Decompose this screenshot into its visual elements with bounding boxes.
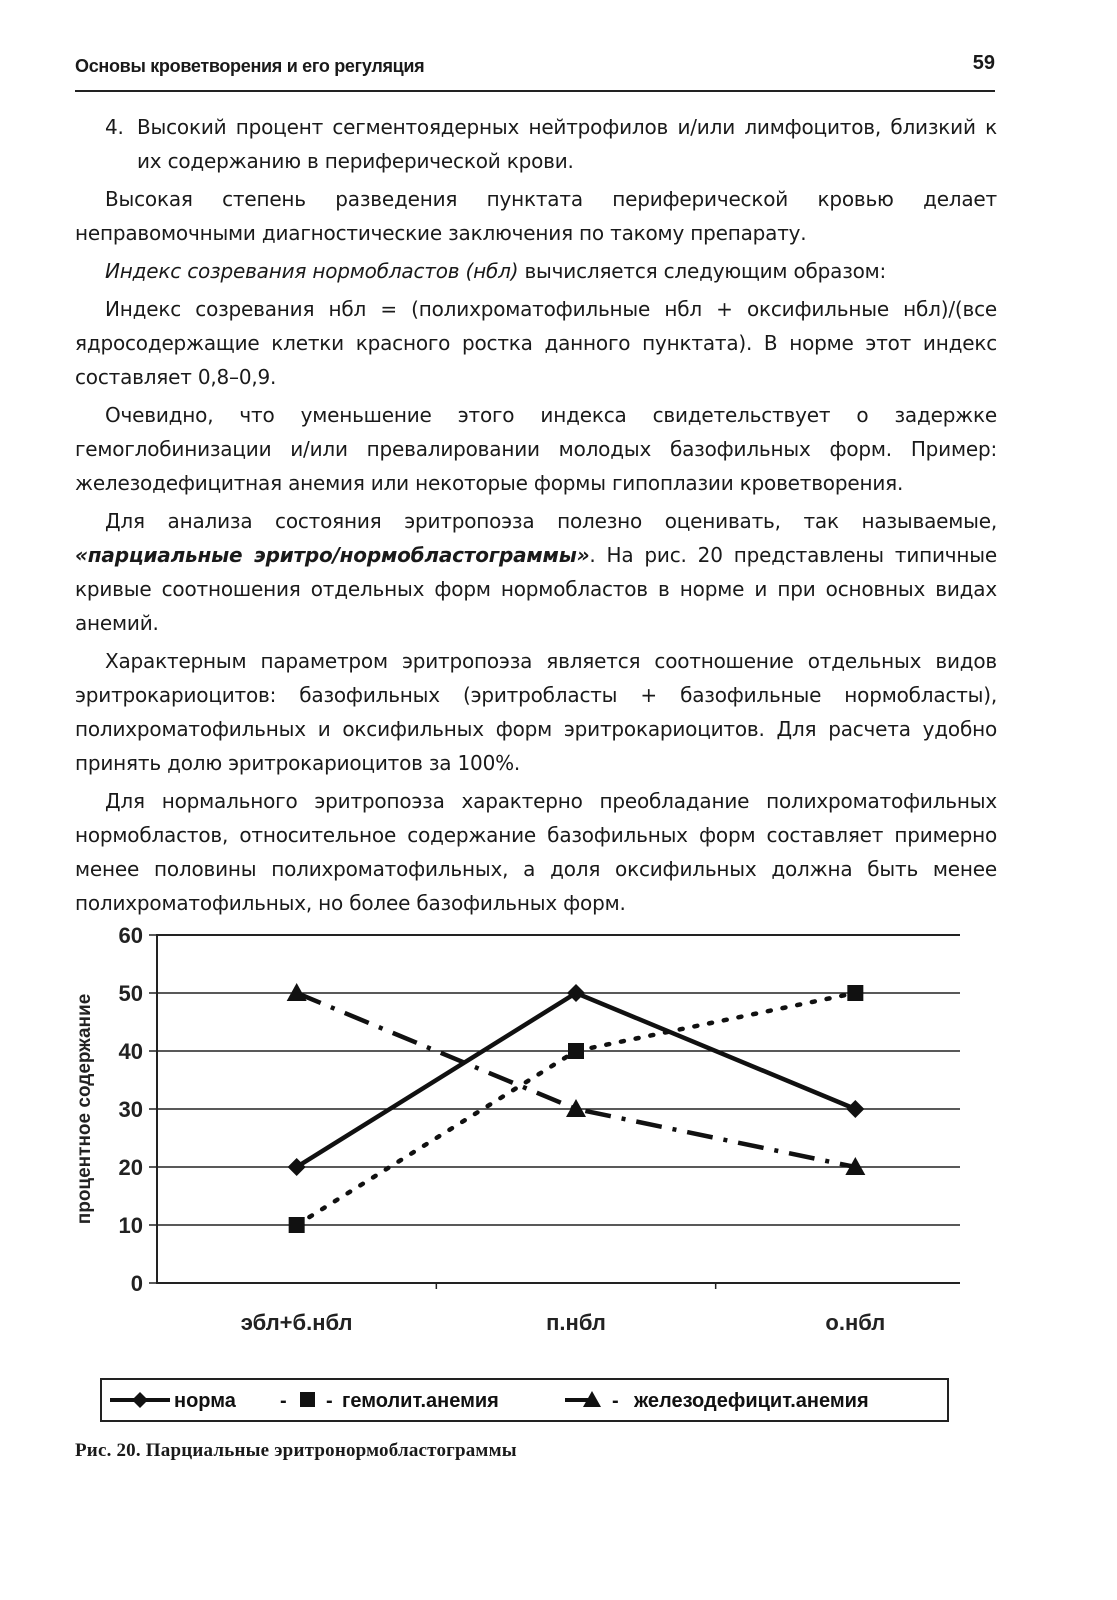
chart — [60, 918, 960, 1408]
page-header — [75, 50, 995, 92]
data-point-triangle — [566, 1099, 586, 1117]
index-intro-text: вычисляется следующим образом: — [518, 259, 887, 283]
series-line-2 — [297, 993, 856, 1167]
figure-caption: Рис. 20. Парциальные эритронормобластограммы — [75, 1440, 517, 1461]
paragraph-index-intro — [75, 254, 997, 288]
legend-label-hemolytic: гемолит.анемия — [342, 1390, 499, 1412]
legend-square-marker — [300, 1392, 315, 1407]
y-tick-label: 40 — [118, 1039, 143, 1064]
data-point-square — [289, 1217, 305, 1233]
body-text — [75, 110, 997, 924]
series-line-0 — [297, 993, 856, 1167]
paragraph-partial-grams — [75, 504, 997, 640]
paragraph-normal-erythropoiesis: Для нормального эритропоэза характерно преобладание полихроматофильных нормобластов, относительное содержание базофильных форм составляет примерно менее половины полихроматофильных, а доля оксифильных должна быть менее полихроматофильных, но более базофильных форм. — [75, 789, 997, 915]
legend-diamond-marker — [132, 1392, 148, 1408]
partial-grams-text-b: . На рис. 20 представлены типичные кривые соотношения отдельных форм нормобластов в норме и при основных видах анемий. — [75, 543, 997, 635]
y-tick-label: 0 — [130, 1271, 143, 1296]
y-tick-label: 60 — [118, 923, 143, 948]
legend-svg — [102, 1380, 947, 1420]
x-tick-label: о.нбл — [825, 1310, 886, 1335]
y-axis-label: процентное содержание — [74, 993, 95, 1225]
x-tick-label: эбл+б.нбл — [240, 1310, 353, 1335]
legend-separator: - — [612, 1390, 619, 1412]
legend-separator: - — [280, 1390, 287, 1412]
paragraph-erythrokaryocytes: Характерным параметром эритропоэза является соотношение отдельных видов эритрокариоцитов: базофильных (эритробласты + базофильные нормобласты), полихроматофильных и оксифильных форм эритрокариоцитов. Для расчета удобно принять долю эритрокариоцитов за 100%. — [75, 649, 997, 775]
legend-separator: - — [326, 1390, 333, 1412]
list-item-4 — [75, 110, 997, 178]
data-point-square — [847, 985, 863, 1001]
index-term: Индекс созревания нормобластов (нбл) — [105, 259, 519, 283]
data-point-diamond — [846, 1100, 864, 1118]
y-tick-label: 10 — [118, 1213, 143, 1238]
y-tick-label: 50 — [118, 981, 143, 1006]
y-tick-label: 20 — [118, 1155, 143, 1180]
x-tick-label: п.нбл — [546, 1310, 606, 1335]
list-number: 4. — [105, 115, 124, 139]
y-tick-label: 30 — [118, 1097, 143, 1122]
partial-grams-term: «парциальные эритро/нормобластограммы» — [75, 543, 590, 567]
page-number: 59 — [972, 52, 995, 74]
chart-legend — [100, 1378, 949, 1422]
paragraph-dilution: Высокая степень разведения пунктата периферической кровью делает неправомочными диагностические заключения по такому препарату. — [75, 187, 997, 245]
legend-label-iron-deficiency: железодефицит.анемия — [634, 1390, 869, 1412]
chart-svg — [60, 918, 960, 1378]
list-item-text: Высокий процент сегментоядерных нейтрофилов и/или лимфоцитов, близкий к их содержанию в периферической крови. — [137, 115, 997, 173]
legend-label-norm: норма — [174, 1390, 236, 1412]
paragraph-index-formula: Индекс созревания нбл = (полихроматофильные нбл + оксифильные нбл)/(все ядросодержащие клетки красного ростка данного пунктата). В норме этот индекс составляет 0,8–0,9. — [75, 297, 997, 389]
data-point-square — [568, 1043, 584, 1059]
paragraph-index-decrease: Очевидно, что уменьшение этого индекса свидетельствует о задержке гемоглобинизации и/или превалировании молодых базофильных форм. Пример: железодефицитная анемия или некоторые формы гипоплазии кроветворения. — [75, 403, 997, 495]
data-point-triangle — [287, 983, 307, 1001]
running-title: Основы кроветворения и его регуляция — [75, 56, 425, 76]
partial-grams-text-a: Для анализа состояния эритропоэза полезно оценивать, так называемые, — [105, 509, 997, 533]
